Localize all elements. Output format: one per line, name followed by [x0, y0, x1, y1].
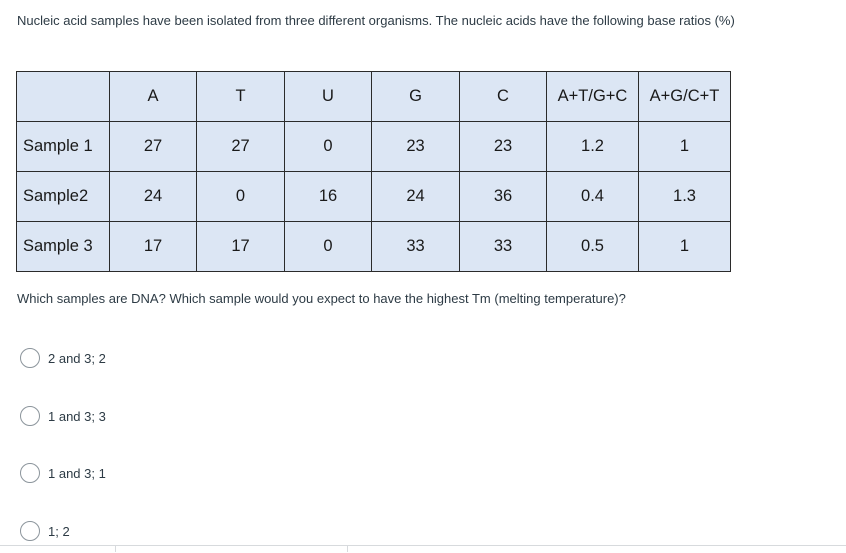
table-cell: 17 [197, 222, 285, 272]
table-cell: 0 [197, 172, 285, 222]
table-cell: 0 [285, 122, 372, 172]
radio-button[interactable] [20, 521, 40, 541]
table-cell: 0.5 [547, 222, 639, 272]
answer-option-3[interactable] [20, 461, 106, 485]
table-header-cell: U [285, 72, 372, 122]
table-cell: 24 [372, 172, 460, 222]
table-row [17, 172, 731, 222]
table-cell: 0 [285, 222, 372, 272]
divider-tick [347, 546, 348, 552]
table-header-cell: C [460, 72, 547, 122]
table-header-cell [17, 72, 110, 122]
table-row [17, 222, 731, 272]
question-text: Which samples are DNA? Which sample would you expect to have the highest Tm (melting temperature)? [17, 291, 626, 306]
answer-option-2[interactable] [20, 404, 106, 428]
table-header-cell: A+G/C+T [639, 72, 731, 122]
table-cell: 0.4 [547, 172, 639, 222]
answer-option-4[interactable] [20, 519, 70, 543]
table-cell: 1.2 [547, 122, 639, 172]
table-cell: 33 [372, 222, 460, 272]
answer-option-label: 2 and 3; 2 [48, 350, 106, 366]
table-header-cell: G [372, 72, 460, 122]
bottom-divider [0, 545, 846, 546]
table-row [17, 122, 731, 172]
table-cell: 24 [110, 172, 197, 222]
answer-option-label: 1; 2 [48, 523, 70, 539]
table-cell: 1 [639, 222, 731, 272]
base-ratio-table [16, 71, 731, 272]
table-header-cell: T [197, 72, 285, 122]
radio-button[interactable] [20, 348, 40, 368]
sample-label-cell: Sample2 [17, 172, 110, 222]
table-header-cell: A+T/G+C [547, 72, 639, 122]
answer-option-label: 1 and 3; 1 [48, 465, 106, 481]
table-cell: 23 [460, 122, 547, 172]
table-cell: 1 [639, 122, 731, 172]
question-intro-text: Nucleic acid samples have been isolated from three different organisms. The nucleic acids have the following base ratios (%) [17, 13, 735, 28]
table-cell: 17 [110, 222, 197, 272]
radio-button[interactable] [20, 463, 40, 483]
table-cell: 36 [460, 172, 547, 222]
table-header-row [17, 72, 731, 122]
table-cell: 23 [372, 122, 460, 172]
table-cell: 16 [285, 172, 372, 222]
answer-option-1[interactable] [20, 346, 106, 370]
table-cell: 1.3 [639, 172, 731, 222]
divider-tick [115, 546, 116, 552]
table-cell: 27 [197, 122, 285, 172]
radio-button[interactable] [20, 406, 40, 426]
sample-label-cell: Sample 1 [17, 122, 110, 172]
table-cell: 27 [110, 122, 197, 172]
table-cell: 33 [460, 222, 547, 272]
answer-option-label: 1 and 3; 3 [48, 408, 106, 424]
table-header-cell: A [110, 72, 197, 122]
sample-label-cell: Sample 3 [17, 222, 110, 272]
